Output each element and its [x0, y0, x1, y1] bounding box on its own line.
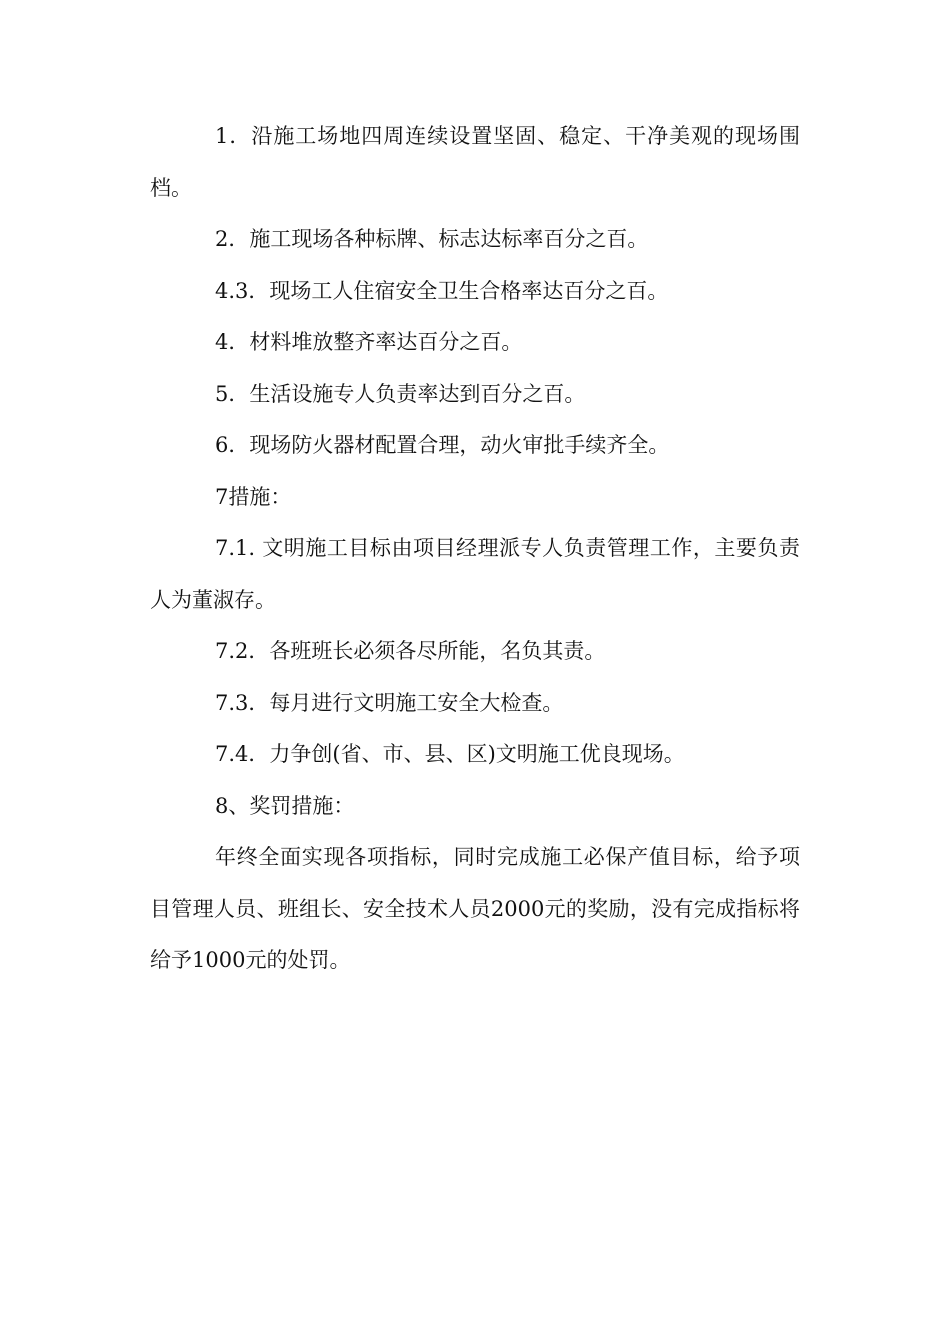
paragraph-3: 4.3．现场工人住宿安全卫生合格率达百分之百。 — [215, 278, 669, 303]
paragraph-7-3: 7.3．每月进行文明施工安全大检查。 — [215, 690, 564, 715]
paragraph-2: 2．施工现场各种标牌、标志达标率百分之百。 — [215, 227, 649, 251]
paragraph-4: 4．材料堆放整齐率达百分之百。 — [215, 330, 523, 354]
paragraph-7-2: 7.2．各班班长必须各尽所能，名负其责。 — [215, 639, 606, 663]
section-heading-rewards: 8、奖罚措施： — [215, 793, 355, 818]
paragraph-rewards: 年终全面实现各项指标，同时完成施工必保产值目标，给予项目管理人员、班组长、安全技术人员2000元的奖励，没有完成指标将给予1000元的处罚。 — [150, 845, 800, 972]
paragraph-6: 6．现场防火器材配置合理，动火审批手续齐全。 — [215, 433, 670, 457]
paragraph-1: 1．沿施工场地四周连续设置坚固、稳定、干净美观的现场围档。 — [150, 124, 800, 200]
paragraph-7-4: 7.4．力争创(省、市、县、区)文明施工优良现场。 — [215, 742, 685, 766]
section-heading-measures: 7措施： — [215, 484, 292, 509]
document-body — [150, 111, 800, 987]
paragraph-5: 5．生活设施专人负责率达到百分之百。 — [215, 381, 586, 406]
paragraph-7-1: 7.1. 文明施工目标由项目经理派专人负责管理工作，主要负责人为董淑存。 — [150, 536, 800, 612]
